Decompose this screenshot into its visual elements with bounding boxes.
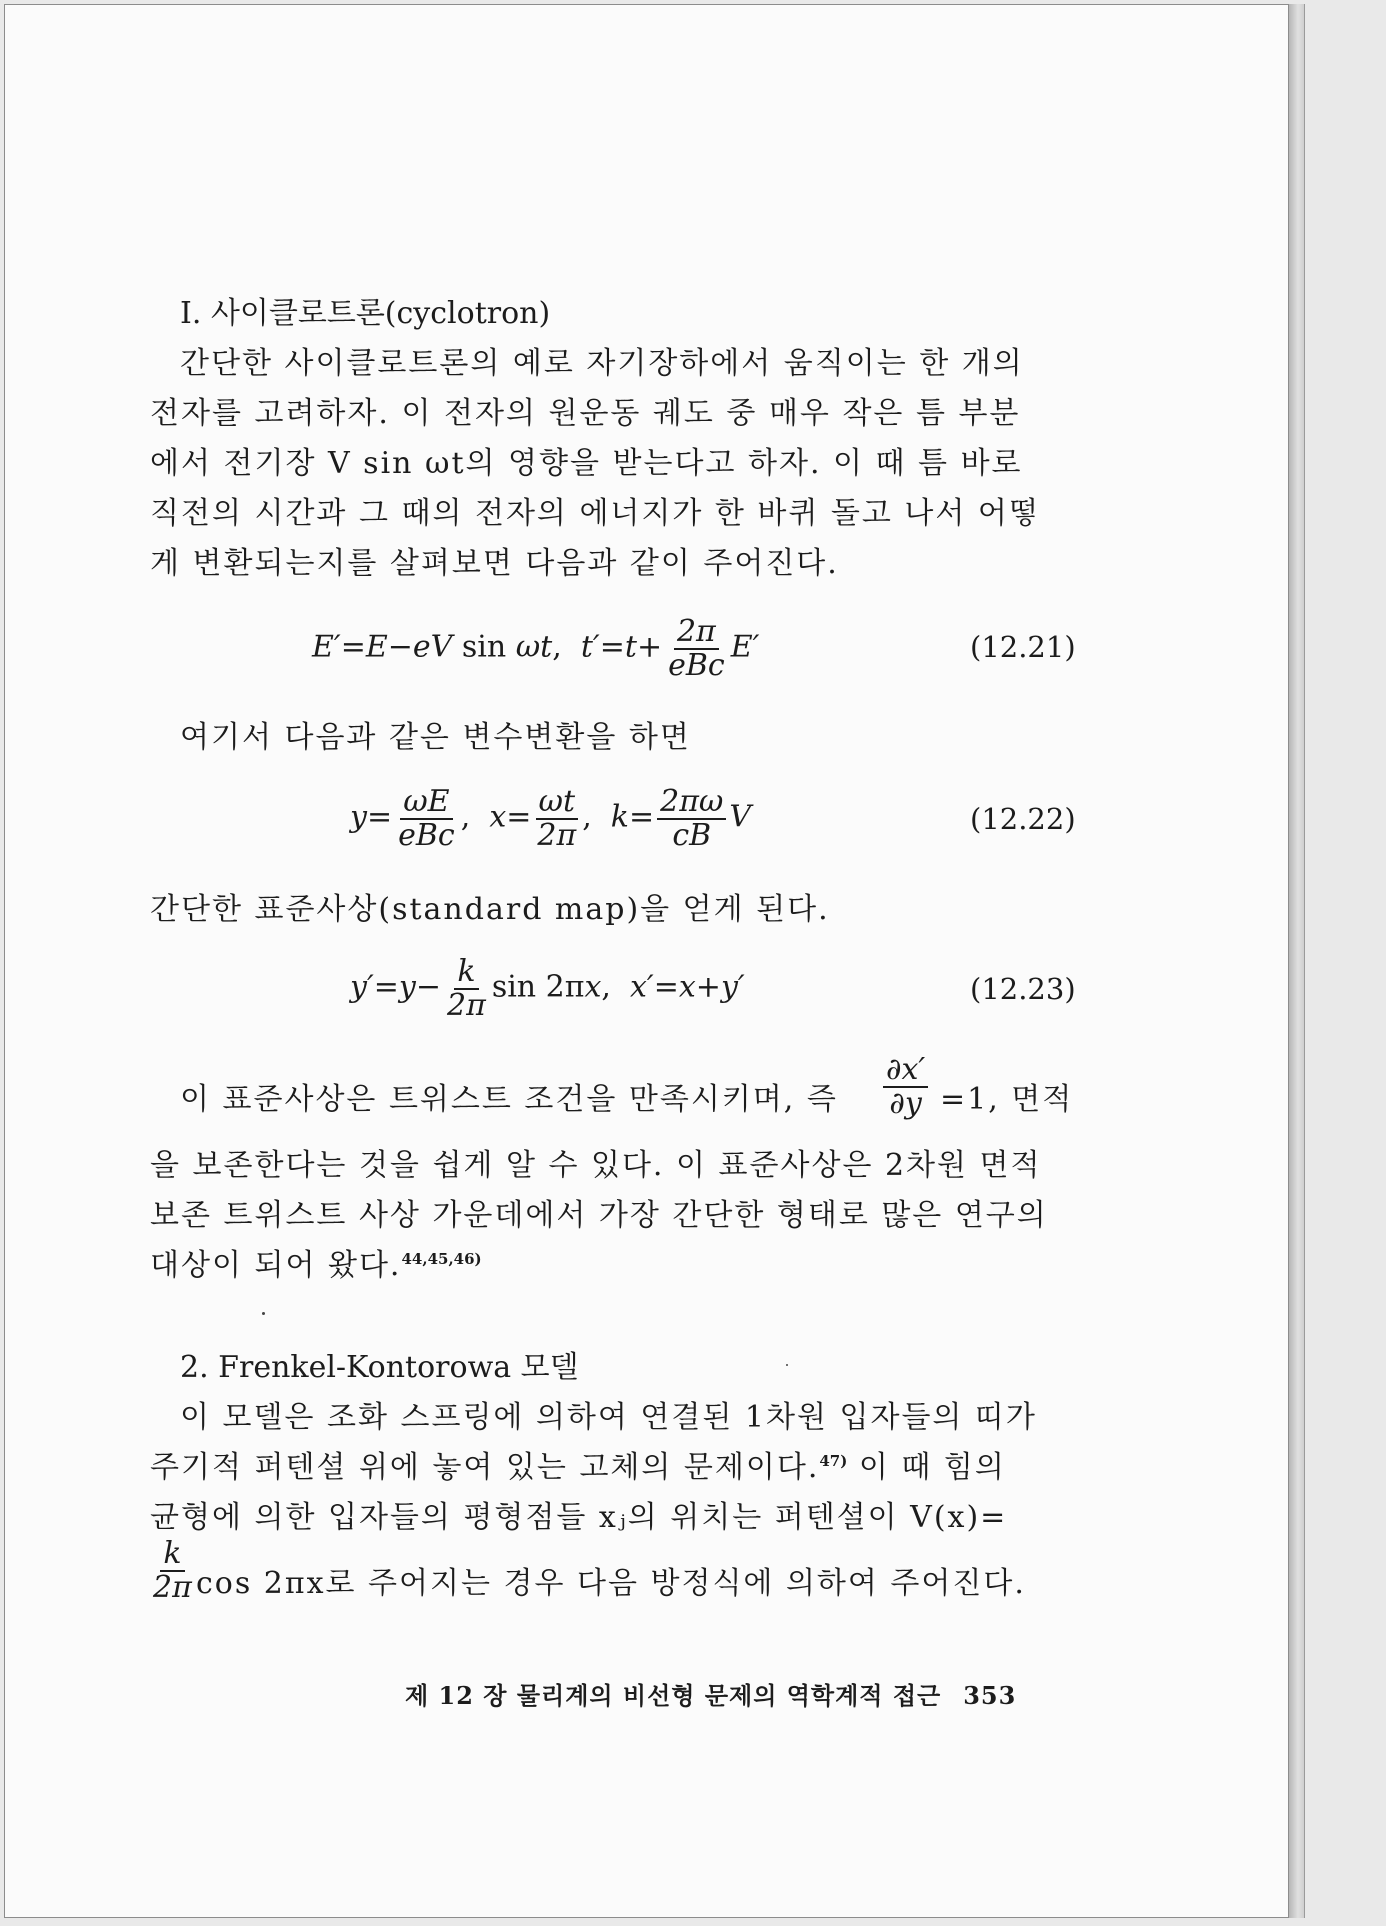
equation-12-23: y′=y− $\frac{k}{2\pi}$ sin 2πx, x′=x+y′ bbox=[350, 954, 745, 1023]
para1-line4: 직전의 시간과 그 때의 전자의 에너지가 한 바퀴 돌고 나서 어떻 bbox=[150, 496, 1040, 531]
reference-44-46: 44,45,46) bbox=[401, 1250, 482, 1268]
chapter-title: 제 12 장 물리계의 비선형 문제의 역학계적 접근 bbox=[405, 1681, 942, 1710]
equation-12-22: y= $\frac{\omega E}{\text{eBc}}$ , x= $\frac{\omega t}{2\pi}$ , k= $\frac{2\pi\omega}{cB}$ V bbox=[350, 784, 752, 853]
para2-line2: 을 보존한다는 것을 쉽게 알 수 있다. 이 표준사상은 2차원 면적 bbox=[150, 1148, 1042, 1183]
section2-line2-start: 주기적 퍼텐셜 위에 놓여 있는 고체의 문제이다. bbox=[150, 1450, 820, 1485]
section2-line2 bbox=[150, 1442, 1070, 1486]
para2-line3: 보존 트위스트 사상 가운데에서 가장 간단한 형태로 많은 연구의 bbox=[150, 1198, 1048, 1233]
page-footer bbox=[405, 1676, 1016, 1711]
para1-line5: 게 변환되는지를 살펴보면 다음과 같이 주어진다. bbox=[150, 546, 839, 581]
after-eq2-text: 간단한 표준사상(standard map)을 얻게 된다. bbox=[150, 892, 830, 927]
twist-derivative: $\frac{\partial x'}{\partial y}$ bbox=[880, 1054, 931, 1119]
para2-line1-end: =1, 면적 bbox=[940, 1082, 1074, 1117]
reference-47: 47) bbox=[819, 1452, 848, 1470]
para2-line1-start: 이 표준사상은 트위스트 조건을 만족시키며, 즉 bbox=[180, 1082, 838, 1117]
equation-number-12-23: (12.23) bbox=[970, 972, 1076, 1006]
equation-number-12-21: (12.21) bbox=[970, 630, 1076, 664]
section2-line3: 균형에 의한 입자들의 평형점들 xⱼ의 위치는 퍼텐셜이 V(x)= bbox=[150, 1500, 1008, 1535]
k-over-2pi-fraction: $\frac{k}{2\pi}$ bbox=[153, 1536, 192, 1605]
para1-line1 bbox=[180, 338, 1070, 382]
para2-line4 bbox=[150, 1240, 1070, 1284]
equation-number-12-22: (12.22) bbox=[970, 802, 1076, 836]
section2-line1: 이 모델은 조화 스프링에 의하여 연결된 1차원 입자들의 띠가 bbox=[180, 1400, 1037, 1435]
page-number: 353 bbox=[963, 1681, 1017, 1710]
section2-line2-end: 이 때 힘의 bbox=[847, 1450, 1006, 1485]
page-edge bbox=[1289, 4, 1305, 1918]
equation-12-21: E′=E−eV sin ωt, t′=t+ $\frac{2\pi}{\text{eBc}}$ E′ bbox=[312, 614, 760, 683]
stray-dot bbox=[262, 1312, 265, 1315]
para1-line1-text: 간단한 사이클로트론의 예로 자기장하에서 움직이는 한 개의 bbox=[180, 346, 1024, 381]
after-eq1-text: 여기서 다음과 같은 변수변환을 하면 bbox=[180, 720, 691, 755]
section1-heading: Ⅰ. 사이클로트론(cyclotron) bbox=[180, 296, 551, 331]
para1-line2: 전자를 고려하자. 이 전자의 원운동 궤도 중 매우 작은 틈 부분 bbox=[150, 396, 1021, 431]
section2-heading: 2. Frenkel-Kontorowa 모델 bbox=[180, 1350, 579, 1385]
para2-line4-text: 대상이 되어 왔다. bbox=[150, 1248, 402, 1283]
para1-line3: 에서 전기장 V sin ωt의 영향을 받는다고 하자. 이 때 틈 바로 bbox=[150, 446, 1023, 481]
section2-line4: cos 2πx로 주어지는 경우 다음 방정식에 의하여 주어진다. bbox=[196, 1566, 1026, 1601]
